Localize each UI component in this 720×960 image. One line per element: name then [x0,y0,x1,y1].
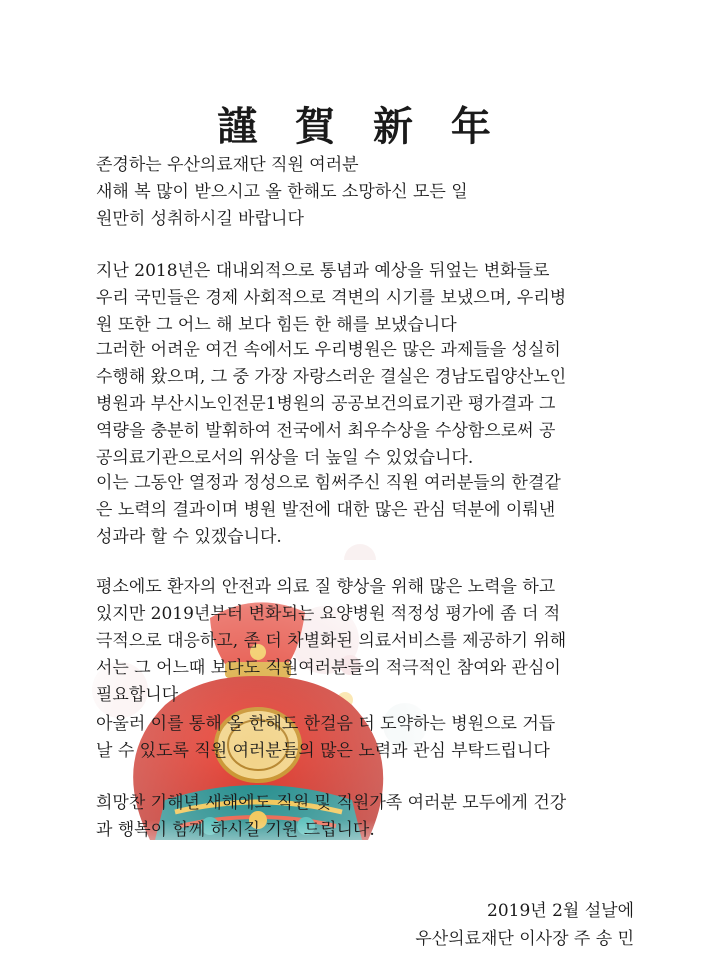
paragraph-line: 원 또한 그 어느 해 보다 힘든 한 해를 보냈습니다 [96,315,457,335]
paragraph-line: 있지만 2019년부터 변화되는 요양병원 적정성 평가에 좀 더 적 [96,604,561,624]
paragraph-line: 그러한 어려운 여건 속에서도 우리병원은 많은 과제들을 성실히 [96,340,561,360]
greeting-line: 존경하는 우산의료재단 직원 여러분 [96,155,359,175]
paragraph-line: 평소에도 환자의 안전과 의료 질 향상을 위해 많은 노력을 하고 [96,577,556,597]
body-paragraph-achievements [96,337,640,472]
paragraph-line: 날 수 있도록 직원 여러분들의 많은 노력과 관심 부탁드립니다 [96,741,550,761]
greeting-line: 새해 복 많이 받으시고 올 한해도 소망하신 모든 일 [96,182,468,202]
body-paragraph-2019-plans [96,574,640,709]
paragraph-line: 수행해 왔으며, 그 중 가장 자랑스러운 결실은 경남도립양산노인 [96,367,567,387]
paragraph-line: 역량을 충분히 발휘하여 전국에서 최우수상을 수상함으로써 공 [96,421,556,441]
paragraph-line: 이는 그동안 열정과 정성으로 힘써주신 직원 여러분들의 한결같 [96,473,561,493]
paragraph-line: 필요합니다 [96,685,179,705]
body-paragraph-wishes [96,790,640,844]
paragraph-line: 아울러 이를 통해 올 한해도 한걸음 더 도약하는 병원으로 거듭 [96,714,556,734]
body-paragraph-2018-review [96,258,640,339]
paragraph-line: 우리 국민들은 경제 사회적으로 격변의 시기를 보냈으며, 우리병 [96,288,567,308]
paragraph-line: 희망찬 기해년 새해에도 직원 및 직원가족 여러분 모두에게 건강 [96,793,567,813]
paragraph-line: 은 노력의 결과이며 병원 발전에 대한 많은 관심 덕분에 이뤄낸 [96,500,556,520]
letter-title: 謹 賀 新 年 [217,102,503,150]
paragraph-line: 공의료기관으로서의 위상을 더 높일 수 있었습니다. [96,448,474,468]
paragraph-line: 지난 2018년은 대내외적으로 통념과 예상을 뒤엎는 변화들로 [96,261,550,281]
paragraph-line: 서는 그 어느때 보다도 직원여러분들의 적극적인 참여와 관심이 [96,658,561,678]
body-paragraph-thanks [96,470,640,551]
paragraph-line: 극적으로 대응하고, 좀 더 차별화된 의료서비스를 제공하기 위해 [96,631,567,651]
closing-date: 2019년 2월 설날에 [487,901,634,921]
paragraph-line: 과 행복이 함께 하시길 기원 드립니다. [96,820,375,840]
closing-signature: 우산의료재단 이사장 주 송 민 [415,929,634,949]
paragraph-line: 병원과 부산시노인전문1병원의 공공보건의료기관 평가결과 그 [96,394,556,414]
greeting-paragraph [96,152,640,233]
body-paragraph-request [96,711,640,765]
paragraph-line: 성과라 할 수 있겠습니다. [96,527,282,547]
greeting-line: 원만히 성취하시길 바랍니다 [96,209,304,229]
